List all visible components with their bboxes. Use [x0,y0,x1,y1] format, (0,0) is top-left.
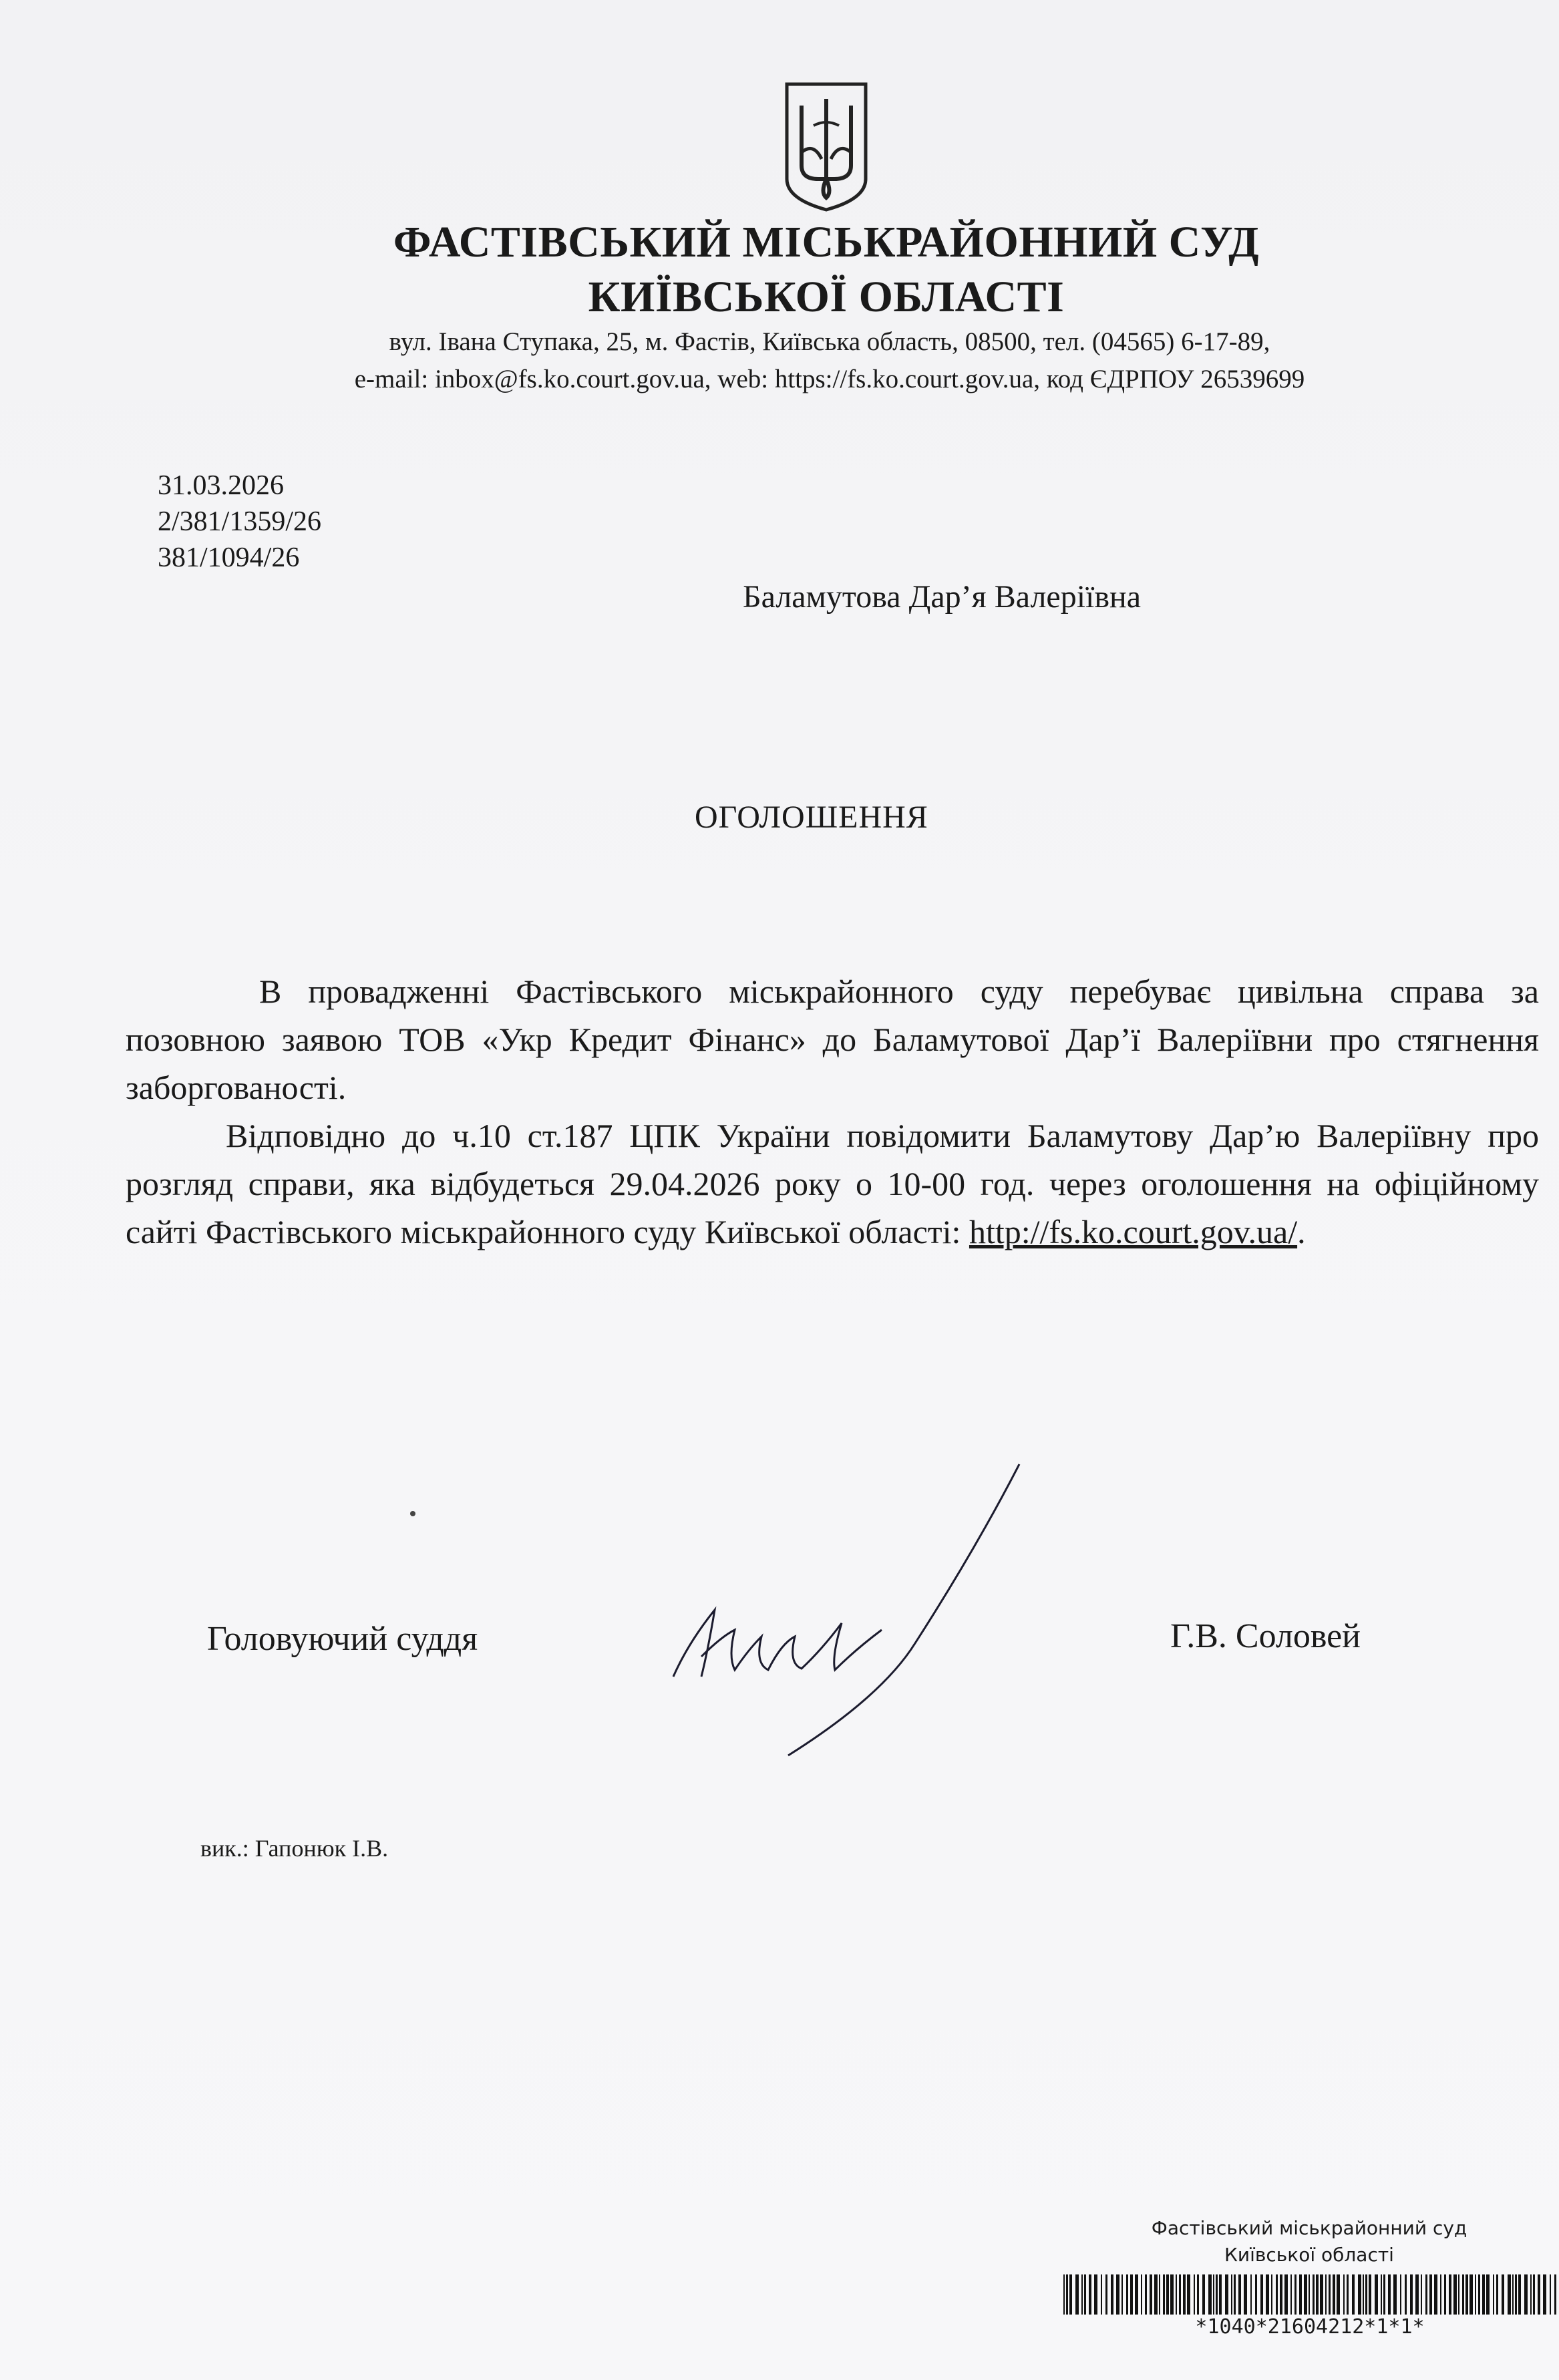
barcode-bar [1126,2274,1128,2315]
case-number: 2/381/1359/26 [158,506,322,537]
barcode-bar [1280,2274,1282,2315]
barcode-number: *1040*21604212*1*1* [1195,2315,1425,2339]
barcode-bar [1465,2274,1468,2315]
barcode-bar [1197,2274,1199,2315]
judge-name: Г.В. Соловей [1170,1617,1361,1655]
barcode-bar [1299,2274,1302,2315]
executor-name: вик.: Гапонюк І.В. [200,1835,389,1862]
handwritten-signature-icon [661,1456,1035,1763]
barcode-bar [1150,2274,1152,2315]
barcode-bar [1141,2274,1142,2315]
barcode-bar [1453,2274,1457,2315]
barcode-bar [1163,2274,1165,2315]
barcode-bar [1458,2274,1459,2315]
barcode-bar [1400,2274,1401,2315]
barcode-bar [1365,2274,1367,2315]
barcode-bar [1469,2274,1473,2315]
barcode-bar [1187,2274,1190,2315]
barcode-bar [1515,2274,1517,2315]
address-line1: вул. Івана Ступака, 25, м. Фастів, Київська область, 08500, тел. (04565) 6-17-89, [389,327,1270,356]
stamp-line2: Київської області [1224,2244,1394,2266]
barcode-bar [1533,2274,1535,2315]
barcode-bar [1084,2274,1086,2315]
barcode-bar [1388,2274,1391,2315]
barcode-bar [1219,2274,1222,2315]
barcode-bar [1538,2274,1540,2315]
court-name-line2: КИЇВСЬКОЇ ОБЛАСТІ [588,273,1065,321]
barcode-bar [1383,2274,1385,2315]
barcode-bar [1444,2274,1446,2315]
barcode-bar [1304,2274,1307,2315]
barcode-bar [1105,2274,1107,2315]
barcode-bar [1208,2274,1212,2315]
barcode-bar [1266,2274,1269,2315]
barcode-bar [1496,2274,1498,2315]
barcode-bar [1225,2274,1228,2315]
barcode-bar [1475,2274,1476,2315]
barcode-bar [1462,2274,1464,2315]
barcode-bar [1135,2274,1138,2315]
court-website-link[interactable]: http://fs.ko.court.gov.ua/ [969,1213,1298,1250]
barcode-bar [1421,2274,1422,2315]
barcode-bar [1089,2274,1091,2315]
barcode-bar [1202,2274,1205,2315]
judge-role: Головуючий суддя [207,1620,478,1658]
barcode-bar [1121,2274,1123,2315]
barcode-bar [1449,2274,1451,2315]
barcode-bar [1166,2274,1169,2315]
barcode-bar [1276,2274,1278,2315]
barcode-bar [1554,2274,1556,2315]
barcode-icon [1061,2274,1559,2315]
barcode-bar [1234,2274,1236,2315]
barcode-bar [1309,2274,1310,2315]
barcode-bar [1313,2274,1315,2315]
barcode-bar [1478,2274,1480,2315]
court-name-line1: ФАСТІВСЬКИЙ МІСЬКРАЙОННИЙ СУД [393,218,1260,267]
barcode-bar [1530,2274,1532,2315]
barcode-bar [1154,2274,1158,2315]
body-paragraph-1: В провадженні Фастівського міськрайонного суду перебуває цивільна справа за позовною заявою ТОВ «Укр Кредит Фінанс» до Баламутової Дар’ї Валеріївни про стягнення заборгованості. [126,973,1539,1106]
court-name [0,215,1559,325]
barcode-bar [1486,2274,1490,2315]
barcode-bar [1159,2274,1160,2315]
barcode-bar [1179,2274,1181,2315]
body-paragraph-2-end: . [1297,1213,1306,1250]
stamp-line1: Фастівський міськрайонний суд [1151,2217,1467,2239]
barcode-bar [1271,2274,1272,2315]
trident-emblem-icon [782,79,871,212]
document-date: 31.03.2026 [158,470,284,501]
barcode-bar [1524,2274,1528,2315]
registration-stamp [1062,2215,1556,2268]
document-references [158,468,321,576]
document-body [126,967,1539,1256]
barcode-bar [1075,2274,1079,2315]
ink-dot [410,1511,415,1516]
barcode-bar [1415,2274,1419,2315]
barcode-bar [1145,2274,1147,2315]
barcode-bar [1094,2274,1097,2315]
barcode-bar [1543,2274,1546,2315]
barcode-bar [1333,2274,1335,2315]
barcode-bar [1381,2274,1382,2315]
barcode-bar [1358,2274,1361,2315]
barcode-bar [1434,2274,1437,2315]
barcode-bar [1502,2274,1504,2315]
barcode-bar [1363,2274,1364,2315]
barcode-bar [1244,2274,1247,2315]
barcode-bar [1352,2274,1355,2315]
barcode-bar [1512,2274,1514,2315]
barcode-bar [1425,2274,1427,2315]
barcode-bar [1429,2274,1432,2315]
barcode-bar [1250,2274,1252,2315]
barcode-bar [1375,2274,1378,2315]
barcode-bar [1284,2274,1288,2315]
registration-number: 381/1094/26 [158,542,300,573]
barcode-bar [1316,2274,1319,2315]
barcode-bar [1493,2274,1494,2315]
barcode-bar [1213,2274,1214,2315]
barcode-bar [1081,2274,1083,2315]
barcode-bar [1325,2274,1327,2315]
barcode-bar [1508,2274,1511,2315]
barcode-bar [1231,2274,1232,2315]
barcode-bar [1238,2274,1241,2315]
barcode-bar [1066,2274,1068,2315]
barcode-bar [1329,2274,1331,2315]
barcode-bar [1176,2274,1177,2315]
barcode-bar [1320,2274,1323,2315]
barcode-bar [1130,2274,1133,2315]
barcode-bar [1369,2274,1371,2315]
barcode-bar [1337,2274,1340,2315]
barcode-bar [1290,2274,1292,2315]
barcode-bar [1410,2274,1413,2315]
barcode-bar [1347,2274,1349,2315]
address-line2: e-mail: inbox@fs.ko.court.gov.ua, web: https://fs.ko.court.gov.ua, код ЄДРПОУ 26539699 [354,365,1305,393]
barcode-bar [1518,2274,1521,2315]
barcode-bar [1216,2274,1218,2315]
barcode-bar [1405,2274,1407,2315]
barcode-bar [1255,2274,1257,2315]
barcode-bar [1101,2274,1102,2315]
barcode-bar [1482,2274,1485,2315]
barcode-bar [1550,2274,1551,2315]
barcode-bar [1343,2274,1345,2315]
barcode-bar [1063,2274,1065,2315]
barcode-bar [1069,2274,1072,2315]
addressee: Баламутова Дар’я Валеріївна [743,579,1142,615]
barcode-bar [1260,2274,1263,2315]
body-paragraph-2 [126,1112,1539,1256]
barcode-bar [1194,2274,1195,2315]
barcode-bar [1294,2274,1296,2315]
barcode-bar [1170,2274,1174,2315]
court-address [0,323,1559,398]
barcode-bar [1183,2274,1186,2315]
body-paragraph-2-text: Відповідно до ч.10 ст.187 ЦПК України повідомити Баламутову Дар’ю Валеріївну про розгляд справи, яка відбудеться 29.04.2026 року о 10-00 год. через оголошення на офіційному сайті Фастівського міськрайонного суду Київської області: [126,1117,1539,1250]
barcode-bar [1393,2274,1397,2315]
document-title: ОГОЛОШЕННЯ [695,800,928,835]
barcode-bar [1440,2274,1441,2315]
barcode-bar [1116,2274,1119,2315]
barcode-bar [1111,2274,1113,2315]
